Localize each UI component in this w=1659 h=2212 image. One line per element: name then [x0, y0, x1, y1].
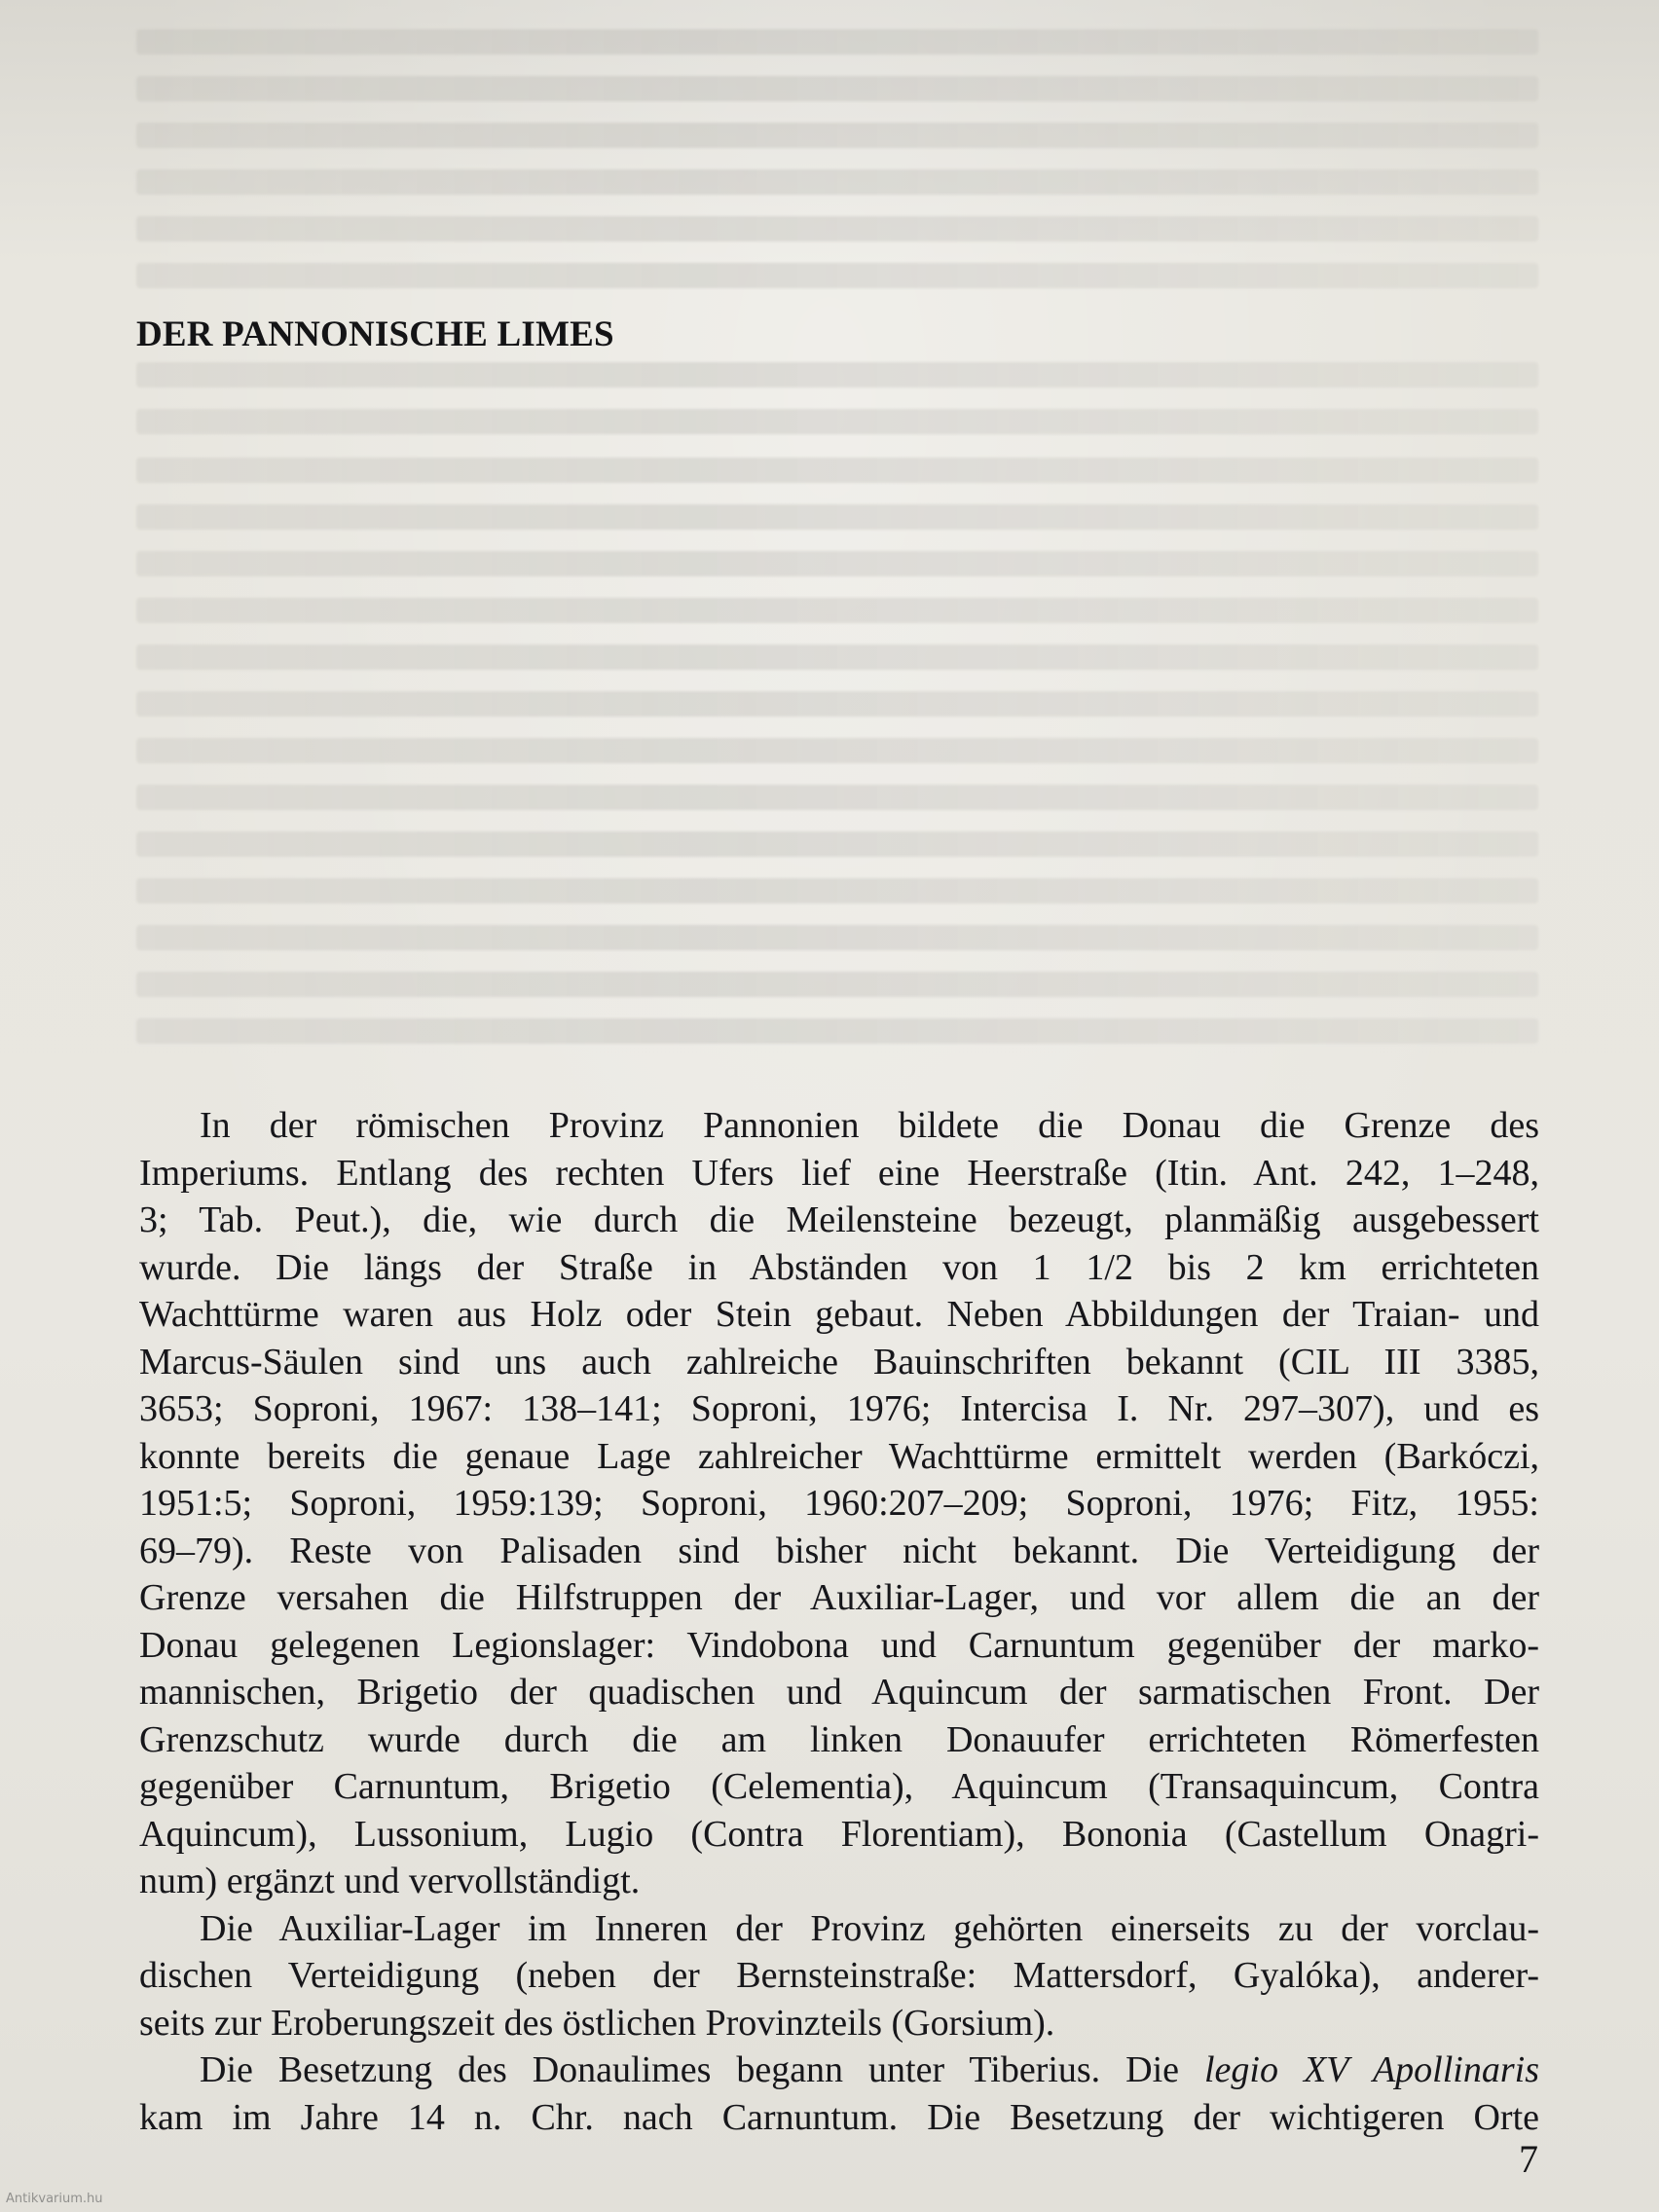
text-line: seits zur Eroberungszeit des östlichen Provinzteils (Gorsium). [139, 2002, 1055, 2044]
text-line: kam im Jahre 14 n. Chr. nach Carnuntum. Die Besetzung der wichtigeren Orte [139, 2096, 1539, 2138]
show-through-text [136, 878, 1538, 903]
paragraph-1 [139, 1102, 1539, 1905]
text-line: In der römischen Provinz Pannonien bildete die Donau die Grenze des [200, 1105, 1539, 1146]
text-line: 1951:5; Soproni, 1959:139; Soproni, 1960:207–209; Soproni, 1976; Fitz, 1955: [139, 1483, 1539, 1524]
text-line: Imperiums. Entlang des rechten Ufers lief eine Heerstraße (Itin. Ant. 242, 1–248, [139, 1152, 1539, 1194]
text-line: Marcus-Säulen sind uns auch zahlreiche Bauinschriften bekannt (CIL III 3385, [139, 1341, 1539, 1382]
show-through-text [136, 551, 1538, 576]
text-run: Die Besetzung des Donaulimes begann unter Tiberius. Die [200, 2049, 1204, 2090]
text-line: Wachttürme waren aus Holz oder Stein gebaut. Neben Abbildungen der Traian- und [139, 1294, 1539, 1335]
paragraph-2 [139, 1905, 1539, 2047]
text-line: 69–79). Reste von Palisaden sind bisher nicht bekannt. Die Verteidigung der [139, 1530, 1539, 1571]
italic-term: legio XV Apollinaris [1204, 2049, 1539, 2090]
show-through-text [136, 645, 1538, 670]
page-heading: DER PANNONISCHE LIMES [136, 314, 614, 354]
text-line: 3; Tab. Peut.), die, wie durch die Meilensteine bezeugt, planmäßig ausgebessert [139, 1199, 1539, 1240]
text-line: Die Auxiliar-Lager im Inneren der Provinz gehörten einerseits zu der vorclau- [200, 1907, 1539, 1949]
show-through-text [136, 169, 1538, 195]
text-line: Grenze versahen die Hilfstruppen der Auxiliar-Lager, und vor allem die an der [139, 1577, 1539, 1618]
show-through-text [136, 831, 1538, 857]
show-through-text [136, 738, 1538, 763]
body-text [139, 1102, 1539, 2141]
show-through-text [136, 925, 1538, 950]
show-through-text [136, 76, 1538, 101]
text-line: Aquincum), Lussonium, Lugio (Contra Florentiam), Bononia (Castellum Onagri- [139, 1813, 1539, 1855]
show-through-text [136, 29, 1538, 55]
text-line: num) ergänzt und vervollständigt. [139, 1861, 641, 1901]
paragraph-3 [139, 2046, 1539, 2141]
show-through-text [136, 1018, 1538, 1044]
show-through-text [136, 598, 1538, 623]
show-through-text [136, 972, 1538, 997]
text-line: mannischen, Brigetio der quadischen und Aquincum der sarmatischen Front. Der [139, 1672, 1539, 1713]
show-through-text [136, 216, 1538, 241]
show-through-text [136, 263, 1538, 288]
show-through-text [136, 362, 1538, 387]
watermark: Antikvarium.hu [6, 2192, 103, 2206]
text-line: Donau gelegenen Legionslager: Vindobona und Carnuntum gegenüber der marko- [139, 1624, 1539, 1666]
text-line: gegenüber Carnuntum, Brigetio (Celementia), Aquincum (Transaquincum, Contra [139, 1766, 1539, 1807]
text-line: Grenzschutz wurde durch die am linken Donauufer errichteten Römerfesten [139, 1718, 1539, 1760]
text-line: wurde. Die längs der Straße in Abständen von 1 1/2 bis 2 km errichteten [139, 1246, 1539, 1288]
show-through-text [136, 409, 1538, 434]
text-line: konnte bereits die genaue Lage zahlreicher Wachttürme ermittelt werden (Barkóczi, [139, 1435, 1539, 1477]
show-through-text [136, 691, 1538, 717]
text-line [139, 2046, 1539, 2094]
show-through-text [136, 504, 1538, 530]
page-number: 7 [1519, 2137, 1538, 2181]
show-through-text [136, 785, 1538, 810]
text-line: dischen Verteidigung (neben der Bernsteinstraße: Mattersdorf, Gyalóka), anderer- [139, 1955, 1539, 1996]
show-through-text [136, 123, 1538, 148]
text-line: 3653; Soproni, 1967: 138–141; Soproni, 1976; Intercisa I. Nr. 297–307), und es [139, 1388, 1539, 1429]
show-through-text [136, 458, 1538, 483]
